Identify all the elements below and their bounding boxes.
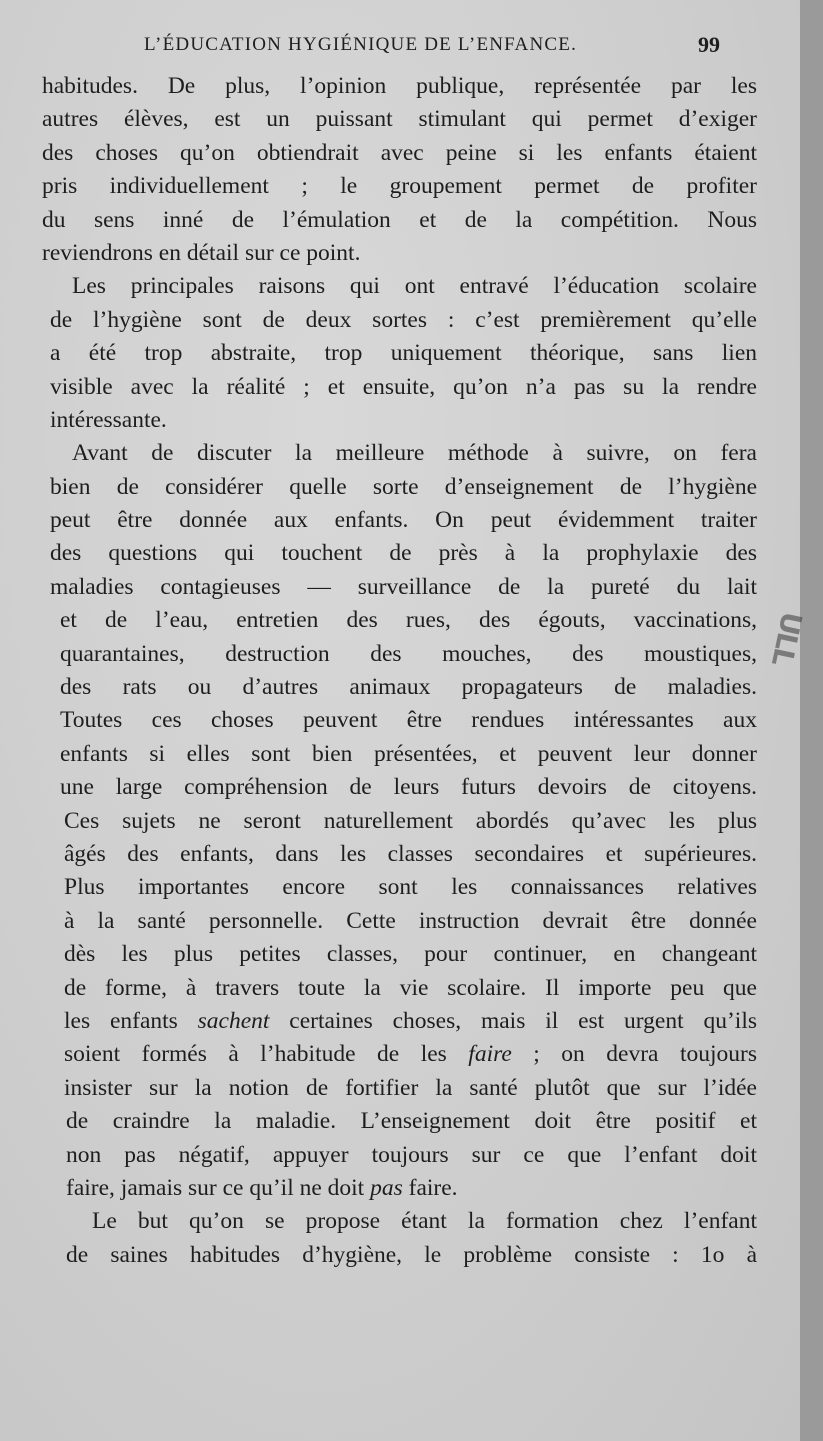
text-line: Plus importantes encore sont les connaissances relatives (64, 874, 757, 901)
text-line: pris individuellement ; le groupement permet de profiter (42, 173, 757, 200)
text-line: visible avec la réalité ; et ensuite, qu’on n’a pas su la rendre (50, 373, 757, 400)
paragraph-2 (42, 270, 757, 437)
text-line: autres élèves, est un puissant stimulant qui permet d’exiger (42, 106, 757, 133)
text-line: de forme, à travers toute la vie scolaire. Il importe peu que (64, 974, 757, 1001)
text-line: faire, jamais sur ce qu’il ne doit pas faire. (66, 1174, 458, 1201)
text-line: enfants si elles sont bien présentées, et peuvent leur donner (60, 740, 757, 767)
text-line: habitudes. De plus, l’opinion publique, représentée par les (42, 73, 757, 99)
text-line: maladies contagieuses — surveillance de la pureté du lait (50, 573, 757, 600)
text-line: a été trop abstraite, trop uniquement théorique, sans lien (50, 340, 757, 367)
text-line: Toutes ces choses peuvent être rendues intéressantes aux (60, 707, 757, 734)
text-line: intéressante. (50, 406, 167, 433)
paragraph-1 (42, 70, 757, 270)
text-line: non pas négatif, appuyer toujours sur ce que l’enfant doit (66, 1141, 757, 1168)
text-line: les enfants sachent certaines choses, mais il est urgent qu’ils (64, 1007, 757, 1034)
text-line: Avant de discuter la meilleure méthode à suivre, on fera (72, 440, 757, 467)
text-line: dès les plus petites classes, pour continuer, en changeant (64, 941, 757, 968)
text-line: des rats ou d’autres animaux propagateurs de maladies. (60, 674, 757, 701)
body-text (42, 70, 757, 1272)
text-line: une large compréhension de leurs futurs devoirs de citoyens. (60, 774, 757, 801)
text-line: de craindre la maladie. L’enseignement doit être positif et (66, 1108, 757, 1135)
page-number: 99 (698, 32, 720, 57)
text-line: insister sur la notion de fortifier la santé plutôt que sur l’idée (64, 1074, 757, 1101)
paragraph-4 (42, 1205, 757, 1272)
text-line: quarantaines, destruction des mouches, des moustiques, (60, 640, 757, 667)
running-title: L’ÉDUCATION HYGIÉNIQUE DE L’ENFANCE. (144, 34, 578, 55)
text-line: Le but qu’on se propose étant la formation chez l’enfant (92, 1208, 757, 1235)
text-line: du sens inné de l’émulation et de la compétition. Nous (42, 206, 757, 233)
stamp-text: ULL (765, 609, 809, 668)
paragraph-3 (42, 437, 757, 1205)
text-line: des questions qui touchent de près à la prophylaxie des (50, 540, 757, 567)
text-line: bien de considérer quelle sorte d’enseignement de l’hygiène (50, 473, 757, 500)
running-head (140, 34, 720, 60)
text-line: soient formés à l’habitude de les faire ; on devra toujours (64, 1041, 757, 1068)
text-line: à la santé personnelle. Cette instruction devrait être donnée (64, 907, 757, 934)
text-line: et de l’eau, entretien des rues, des égouts, vaccinations, (60, 607, 757, 634)
text-line: peut être donnée aux enfants. On peut évidemment traiter (50, 507, 757, 534)
text-line: âgés des enfants, dans les classes secondaires et supérieures. (64, 840, 757, 867)
text-line: des choses qu’on obtiendrait avec peine si les enfants étaient (42, 139, 757, 166)
text-line: Ces sujets ne seront naturellement abordés qu’avec les plus (64, 807, 757, 834)
text-line: de saines habitudes d’hygiène, le problème consiste : 1o à (66, 1241, 757, 1268)
text-line: reviendrons en détail sur ce point. (42, 239, 361, 266)
text-line: Les principales raisons qui ont entravé l’éducation scolaire (72, 273, 757, 300)
text-line: de l’hygiène sont de deux sortes : c’est premièrement qu’elle (50, 306, 757, 333)
